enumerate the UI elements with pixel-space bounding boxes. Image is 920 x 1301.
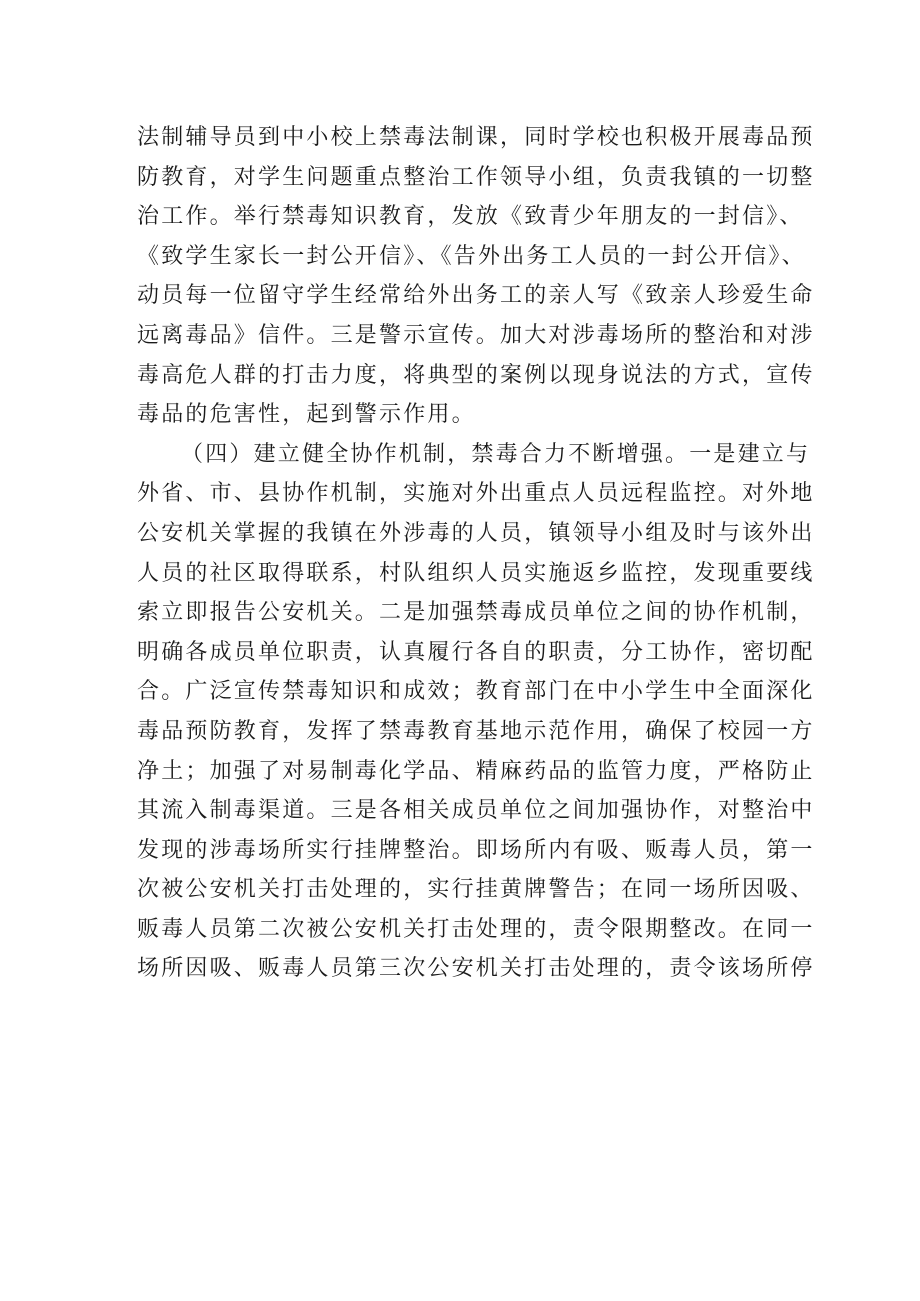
text-line: 贩毒人员第二次被公安机关打击处理的，责令限期整改。在同一 [137,916,815,942]
text-line: 毒品预防教育，发挥了禁毒教育基地示范作用，确保了校园一方 [137,718,815,744]
text-line: 防教育，对学生问题重点整治工作领导小组，负责我镇的一切整 [137,164,815,190]
paragraph-1 [137,118,817,435]
text-line: 人员的社区取得联系，村队组织人员实施返乡监控，发现重要线 [137,560,815,586]
text-line: 其流入制毒渠道。三是各相关成员单位之间加强协作，对整治中 [137,798,815,824]
text-line: 远离毒品》信件。三是警示宣传。加大对涉毒场所的整治和对涉 [137,322,815,348]
text-line: 外省、市、县协作机制，实施对外出重点人员远程监控。对外地 [137,481,815,507]
text-line: 公安机关掌握的我镇在外涉毒的人员，镇领导小组及时与该外出 [137,520,815,546]
text-line: 明确各成员单位职责，认真履行各自的职责，分工协作，密切配 [137,639,815,665]
text-line: （四）建立健全协作机制，禁毒合力不断增强。一是建立与 [181,441,811,467]
text-line: 净土；加强了对易制毒化学品、精麻药品的监管力度，严格防止 [137,758,815,784]
text-line: 毒品的危害性，起到警示作用。 [137,402,476,428]
text-line: 索立即报告公安机关。二是加强禁毒成员单位之间的协作机制， [137,600,815,626]
body-text [137,118,817,989]
paragraph-2 [137,435,817,989]
text-line: 治工作。举行禁毒知识教育，发放《致青少年朋友的一封信》、 [137,204,804,230]
text-line: 《致学生家长一封公开信》、《告外出务工人员的一封公开信》、 [137,243,806,269]
text-line: 毒高危人群的打击力度，将典型的案例以现身说法的方式，宣传 [137,362,815,388]
text-line: 场所因吸、贩毒人员第三次公安机关打击处理的，责令该场所停 [137,956,815,982]
text-line: 合。广泛宣传禁毒知识和成效；教育部门在中小学生中全面深化 [137,679,815,705]
text-line: 动员每一位留守学生经常给外出务工的亲人写《致亲人珍爱生命 [137,283,815,309]
text-line: 次被公安机关打击处理的，实行挂黄牌警告；在同一场所因吸、 [137,877,815,903]
text-line: 法制辅导员到中小校上禁毒法制课，同时学校也积极开展毒品预 [137,125,815,150]
text-line: 发现的涉毒场所实行挂牌整治。即场所内有吸、贩毒人员，第一 [137,837,815,863]
